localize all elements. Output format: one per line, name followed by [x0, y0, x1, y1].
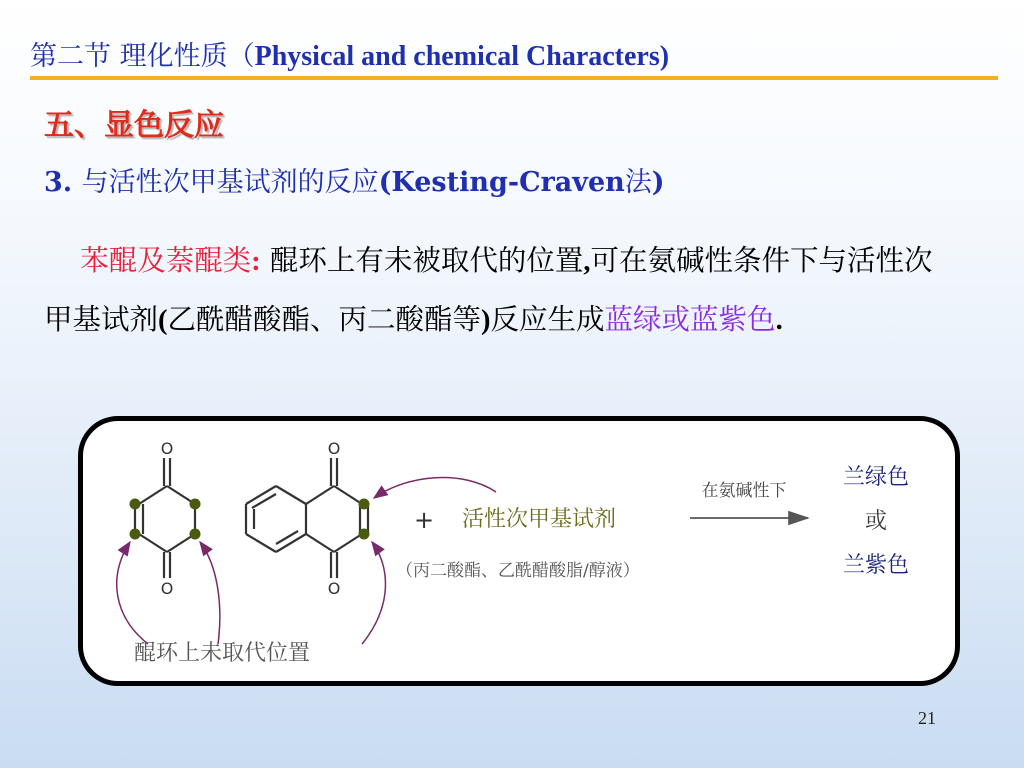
naphthoquinone-structure: [246, 458, 368, 578]
unsubstituted-annotation: 醌环上未取代位置: [134, 641, 311, 666]
section-heading: 五、显色反应: [44, 108, 224, 143]
term-color-result: 蓝绿或蓝紫色: [604, 303, 776, 336]
title-cn: 第二节 理化性质（: [30, 41, 255, 72]
body-paragraph: 苯醌及萘醌类: 醌环上有未被取代的位置,可在氨碱性条件下与活性次甲基试剂(乙酰醋酸酯、丙二酸酯等)反应生成蓝绿或蓝紫色.: [44, 244, 933, 336]
annotation-arrow: [362, 542, 385, 644]
term-quinones: 苯醌及萘醌类: [80, 244, 252, 277]
result-bluepurple: 兰紫色: [842, 553, 910, 578]
reagent-examples: （丙二酸酯、乙酰醋酸脂/醇液）: [396, 561, 640, 581]
subheading-paren: (Kesting-Craven: [378, 167, 625, 198]
or-label: 或: [864, 509, 888, 534]
subheading-close: ): [651, 167, 665, 198]
title-en: Physical and chemical Characters): [254, 41, 670, 72]
oxygen-label: O: [160, 579, 174, 598]
plus-sign: +: [413, 506, 435, 534]
result-bluegreen: 兰绿色: [842, 465, 910, 490]
title-underline: [30, 76, 998, 80]
benzoquinone-structure: [135, 458, 195, 578]
oxygen-label: O: [160, 439, 174, 458]
subheading: [44, 160, 665, 199]
body-line1: 醌环上有未被取代的位置: [260, 244, 584, 277]
body-line2: 反应生成: [490, 303, 605, 336]
reagent-label: 活性次甲基试剂: [462, 507, 617, 532]
annotation-arrow: [200, 542, 220, 644]
oxygen-label: O: [327, 439, 341, 458]
reaction-diagram: [78, 416, 960, 686]
subheading-method: 法: [624, 167, 652, 198]
annotation-arrow: [374, 478, 496, 498]
unsubstituted-position-dots: [130, 499, 201, 540]
term-colon: :: [251, 246, 261, 277]
subheading-text: 与活性次甲基试剂的反应: [81, 167, 379, 198]
page-number: 21: [918, 708, 936, 728]
oxygen-label: O: [327, 579, 341, 598]
condition-label: 在氨碱性下: [701, 481, 787, 501]
body-line1b: 可在氨碱性条件下与活性次甲基试剂: [44, 244, 933, 336]
body-reagents: 乙酰醋酸酯、丙二酸酯等: [167, 303, 482, 336]
annotation-arrow: [117, 542, 148, 644]
subheading-number: 3.: [44, 167, 82, 198]
slide-title: [30, 34, 669, 73]
